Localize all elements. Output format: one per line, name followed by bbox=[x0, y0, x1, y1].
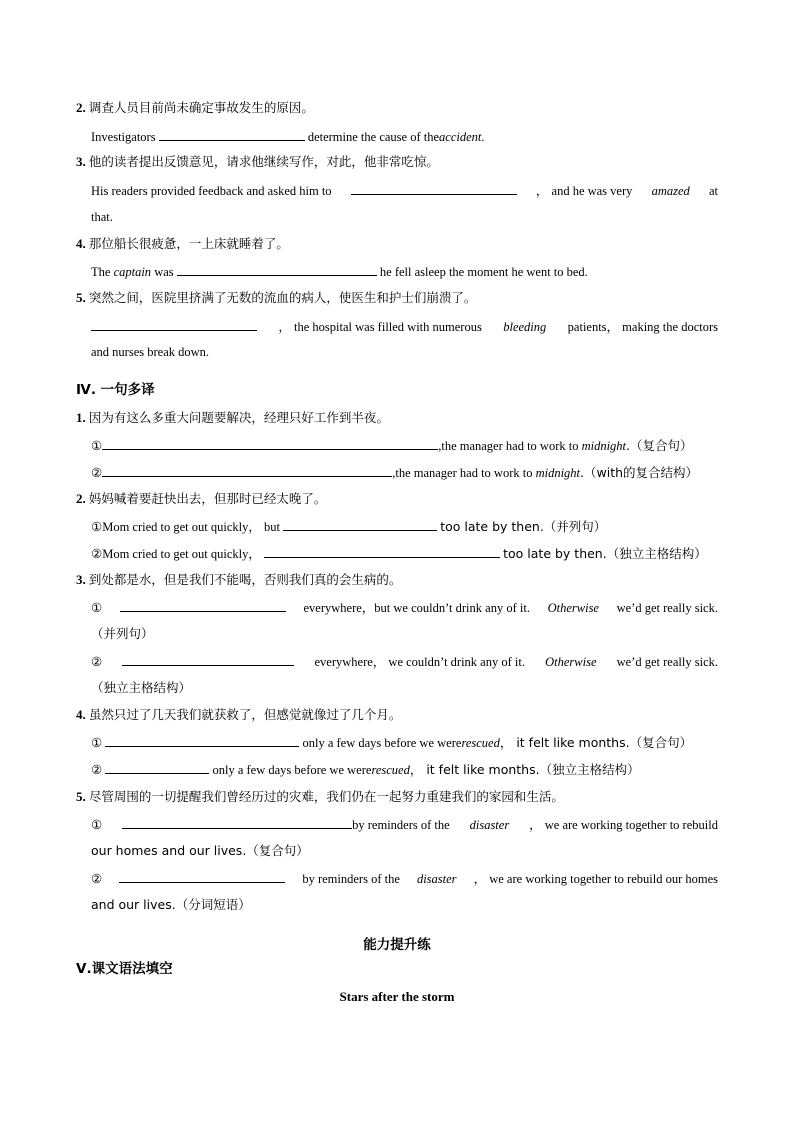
answer-blank[interactable] bbox=[102, 464, 392, 477]
answer-blank[interactable] bbox=[264, 545, 500, 558]
section-5-heading: Ⅴ.课文语法填空 bbox=[76, 961, 173, 977]
item-5-sentence: ， the hospital was filled with numerous bleeding patients， making the doctors bbox=[91, 318, 718, 335]
answer-blank[interactable] bbox=[120, 599, 286, 612]
s4-item-2-option-b: ②Mom cried to get out quickly， too late by then.（独立主格结构） bbox=[91, 546, 707, 561]
item-4-prompt: 4. 那位船长很疲惫，一上床就睡着了。 bbox=[76, 236, 289, 251]
item-2-sentence: Investigators determine the cause of theaccident. bbox=[91, 130, 485, 144]
s4-item-5-option-a-cont: our homes and our lives.（复合句） bbox=[91, 843, 309, 858]
s4-item-4-option-b: ② only a few days before we wererescued， it felt like months.（独立主格结构） bbox=[91, 762, 640, 777]
s4-item-1-option-a: ① ,the manager had to work to midnight.（复合句） bbox=[91, 438, 693, 453]
answer-blank[interactable] bbox=[102, 437, 438, 450]
item-4-sentence: The captain was he fell asleep the moment he went to bed. bbox=[91, 265, 588, 279]
s4-item-4-prompt: 4. 虽然只过了几天我们就获救了，但感觉就像过了几个月。 bbox=[76, 707, 402, 722]
answer-blank[interactable] bbox=[105, 761, 209, 774]
s4-item-1-option-b: ② ,the manager had to work to midnight.（with的复合结构） bbox=[91, 465, 699, 480]
s4-item-3-option-b: ② everywhere， we couldn’t drink any of it. Otherwise we’d get really sick. bbox=[91, 655, 718, 669]
s4-item-5-option-b-cont: and our lives.（分词短语） bbox=[91, 897, 251, 912]
passage-title: Stars after the storm bbox=[339, 989, 455, 1004]
answer-blank[interactable] bbox=[119, 870, 285, 883]
s4-item-3-option-a: ① everywhere，but we couldn’t drink any of it. Otherwise we’d get really sick. bbox=[91, 601, 718, 615]
item-3-prompt: 3. 他的读者提出反馈意见，请求他继续写作，对此，他非常吃惊。 bbox=[76, 154, 439, 169]
item-3-sentence: His readers provided feedback and asked him to ， and he was very amazed at bbox=[91, 184, 718, 198]
answer-blank[interactable] bbox=[122, 816, 352, 829]
answer-blank[interactable] bbox=[351, 182, 517, 195]
item-5-prompt: 5. 突然之间，医院里挤满了无数的流血的病人，使医生和护士们崩溃了。 bbox=[76, 290, 477, 305]
answer-blank[interactable] bbox=[91, 318, 257, 331]
s4-item-3-option-b-note: （独立主格结构） bbox=[91, 680, 192, 695]
s4-item-2-prompt: 2. 妈妈喊着要赶快出去，但那时已经太晚了。 bbox=[76, 491, 327, 506]
answer-blank[interactable] bbox=[283, 518, 437, 531]
section-4-heading: Ⅳ. 一句多译 bbox=[76, 382, 155, 398]
ability-heading: 能力提升练 bbox=[363, 937, 431, 953]
item-3-sentence-cont: that. bbox=[91, 210, 113, 224]
s4-item-3-option-a-note: （并列句） bbox=[91, 626, 154, 641]
answer-blank[interactable] bbox=[159, 128, 305, 141]
s4-item-1-prompt: 1. 因为有这么多重大问题要解决，经理只好工作到半夜。 bbox=[76, 410, 389, 425]
answer-blank[interactable] bbox=[177, 263, 377, 276]
s4-item-5-option-b: ② by reminders of the disaster ， we are working together to rebuild our homes bbox=[91, 872, 718, 886]
item-5-sentence-cont: and nurses break down. bbox=[91, 345, 210, 359]
s4-item-4-option-a: ① only a few days before we wererescued， it felt like months.（复合句） bbox=[91, 735, 693, 750]
answer-blank[interactable] bbox=[105, 734, 299, 747]
s4-item-5-option-a: ① by reminders of the disaster ， we are working together to rebuild bbox=[91, 818, 718, 832]
s4-item-3-prompt: 3. 到处都是水，但是我们不能喝，否则我们真的会生病的。 bbox=[76, 572, 402, 587]
item-2-prompt: 2. 调查人员目前尚未确定事故发生的原因。 bbox=[76, 100, 314, 115]
s4-item-5-prompt: 5. 尽管周围的一切提醒我们曾经历过的灾难，我们仍在一起努力重建我们的家园和生活。 bbox=[76, 789, 564, 804]
answer-blank[interactable] bbox=[122, 653, 294, 666]
s4-item-2-option-a: ①Mom cried to get out quickly， but too late by then.（并列句） bbox=[91, 519, 607, 534]
